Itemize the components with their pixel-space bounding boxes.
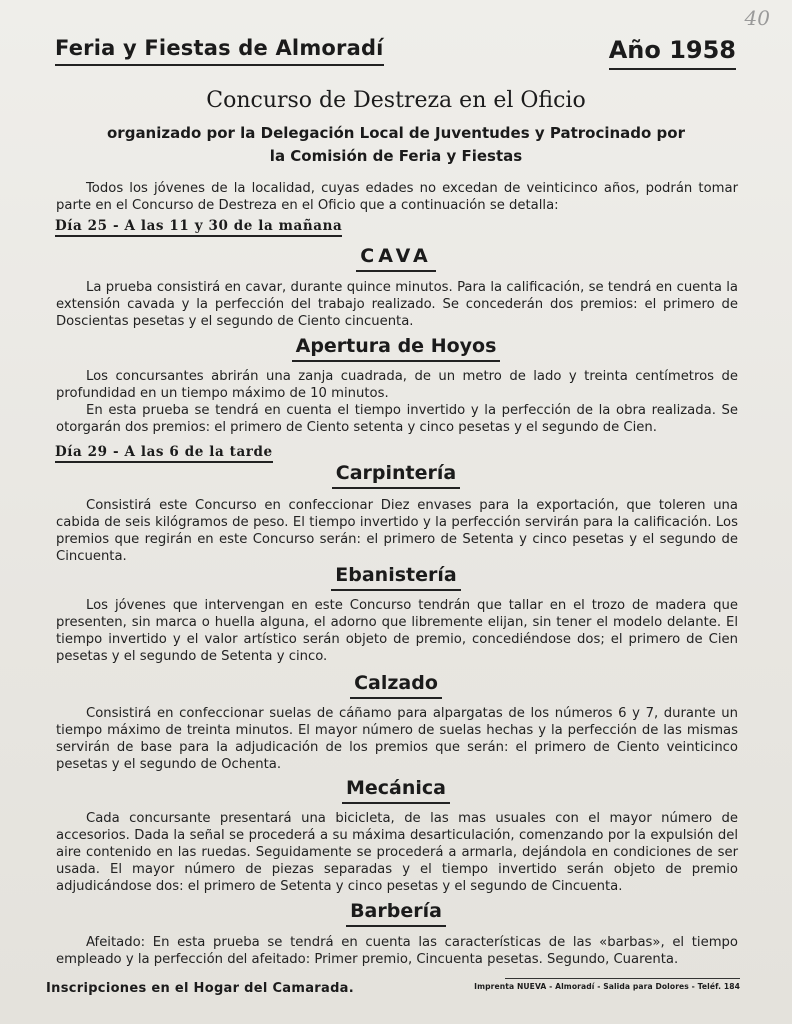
page-title: Concurso de Destreza en el Oficio: [206, 88, 586, 113]
subtitle-line-2: la Comisión de Feria y Fiestas: [269, 147, 523, 165]
hoyos-paragraph-2: [56, 402, 738, 436]
section-hoyos-title: Apertura de Hoyos: [292, 335, 501, 362]
calzado-paragraph: [56, 705, 738, 773]
ebanisteria-text: Los jóvenes que intervengan en este Concurso tendrán que tallar en el trozo de madera que presenten, sin marca o huella alguna, el adorno que libremente elijan, sin tener el modelo delante. El tiempo invertido y el valor artístico serán objeto de premio, concediéndose dos; el primero de Cien pesetas y el segundo de Setenta y cinco.: [56, 598, 738, 664]
footer-printer: Imprenta NUEVA - Almoradí - Salida para Dolores - Teléf. 184: [474, 982, 740, 991]
carpinteria-paragraph: [56, 497, 738, 565]
ebanisteria-paragraph: [56, 597, 738, 665]
day-25-heading: Día 25 - A las 11 y 30 de la mañana: [55, 218, 342, 237]
section-mecanica-title: Mecánica: [342, 777, 450, 804]
header-title: Feria y Fiestas de Almoradí: [55, 36, 384, 66]
hoyos-paragraph-1: [56, 368, 738, 402]
section-hoyos: [0, 335, 792, 362]
cava-text: La prueba consistirá en cavar, durante quince minutos. Para la calificación, se tendrá en cuenta la extensión cavada y la perfección del trabajo realizado. Se concederán dos premios: el primero de Doscientas pesetas y el segundo de Ciento cincuenta.: [56, 280, 738, 329]
barberia-text: Afeitado: En esta prueba se tendrá en cuenta las características de las «barbas», el tiempo empleado y la perfección del afeitado: Primer premio, Cincuenta pesetas. Segundo, Cuarenta.: [56, 935, 738, 967]
carpinteria-text: Consistirá este Concurso en confeccionar Diez envases para la exportación, que toleren una cabida de seis kilógramos de peso. El tiempo invertido y la perfección servirán para la calificación. Los premios que regirán en este Concurso serán: el primero de Setenta y cinco pesetas y el segundo de Cincuenta.: [56, 498, 738, 564]
mecanica-paragraph: [56, 810, 738, 895]
footer-divider: [505, 978, 740, 979]
section-carpinteria-title: Carpintería: [332, 462, 460, 489]
mecanica-text: Cada concursante presentará una bicicleta, de las mas usuales con el mayor número de accesorios. Dada la señal se procederá a su máxima desarticulación, comenzando por la expulsión del aire contenido en las ruedas. Seguidamente se procederá a armarla, dejándola en condiciones de ser usada. El mayor número de piezas separadas y el tiempo invertido serán objeto de premio adjudicándose dos: el primero de Setenta y cinco pesetas y el segundo de Cincuenta.: [56, 811, 738, 894]
section-barberia-title: Barbería: [346, 900, 446, 927]
section-ebanisteria: [0, 564, 792, 591]
barberia-paragraph: [56, 934, 738, 968]
footer-inscriptions: Inscripciones en el Hogar del Camarada.: [46, 981, 354, 996]
section-ebanisteria-title: Ebanistería: [331, 564, 460, 591]
section-cava: [0, 245, 792, 272]
section-cava-title: CAVA: [356, 245, 435, 272]
section-carpinteria: [0, 462, 792, 489]
intro-text: Todos los jóvenes de la localidad, cuyas edades no excedan de veinticinco años, podrán tomar parte en el Concurso de Destreza en el Oficio que a continuación se detalla:: [56, 181, 738, 213]
section-barberia: [0, 900, 792, 927]
cava-paragraph: [56, 279, 738, 330]
section-calzado: [0, 672, 792, 699]
subtitle-line-1: organizado por la Delegación Local de Juventudes y Patrocinado por: [107, 124, 685, 142]
header-year: Año 1958: [609, 36, 736, 70]
day-29-heading: Día 29 - A las 6 de la tarde: [55, 444, 273, 463]
pencil-mark: 40: [744, 6, 770, 30]
hoyos-text-2: En esta prueba se tendrá en cuenta el tiempo invertido y la perfección de la obra realizada. Se otorgarán dos premios: el primero de Ciento setenta y cinco pesetas y el segundo de Cien.: [56, 403, 738, 435]
intro-paragraph: [56, 180, 738, 214]
calzado-text: Consistirá en confeccionar suelas de cáñamo para alpargatas de los números 6 y 7, durante un tiempo máximo de treinta minutos. El mayor número de suelas hechas y la perfección de las mismas servirán de base para la adjudicación de los premios que serán: el primero de Ciento veinticinco pesetas y el segundo de Ochenta.: [56, 706, 738, 772]
section-calzado-title: Calzado: [350, 672, 442, 699]
hoyos-text-1: Los concursantes abrirán una zanja cuadrada, de un metro de lado y treinta centímetros de profundidad en un tiempo máximo de 10 minutos.: [56, 369, 738, 401]
section-mecanica: [0, 777, 792, 804]
